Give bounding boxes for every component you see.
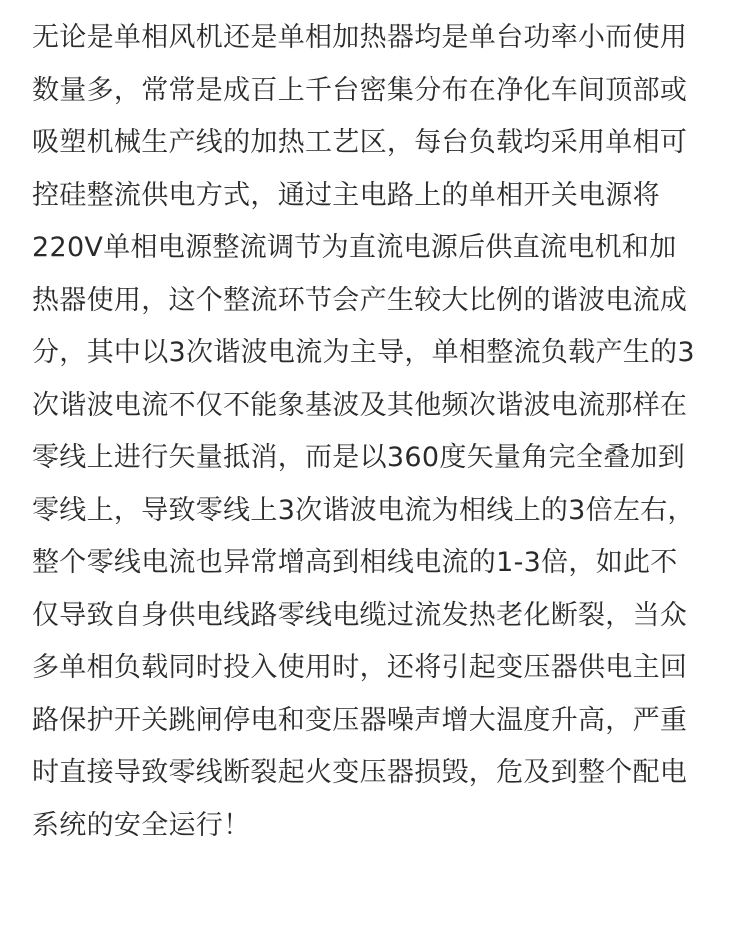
text-line-12: 仅导致自身供电线路零线电缆过流发热老化断裂，当众 (32, 599, 688, 631)
text-line-11: 整个零线电流也异常增高到相线电流的1-3倍，如此不 (32, 547, 678, 578)
text-line-16: 系统的安全运行！ (32, 809, 251, 841)
text-line-1: 无论是单相风机还是单相加热器均是单台功率小而使用 (32, 22, 688, 53)
text-line-6: 热器使用，这个整流环节会产生较大比例的谐波电流成 (32, 284, 688, 316)
text-line-15: 时直接导致零线断裂起火变压器损毁，危及到整个配电 (32, 757, 688, 788)
text-line-10: 零线上，导致零线上3次谐波电流为相线上的3倍左右， (32, 494, 695, 526)
text-line-3: 吸塑机械生产线的加热工艺区，每台负载均采用单相可 (32, 127, 688, 158)
text-line-5: 220V单相电源整流调节为直流电源后供直流电机和加 (32, 232, 677, 263)
text-line-7: 分，其中以3次谐波电流为主导，单相整流负载产生的3 (32, 337, 695, 368)
text-line-4: 控硅整流供电方式，通过主电路上的单相开关电源将 (32, 179, 660, 211)
text-line-2: 数量多，常常是成百上千台密集分布在净化车间顶部或 (32, 74, 688, 106)
text-line-9: 零线上进行矢量抵消，而是以360度矢量角完全叠加到 (32, 442, 686, 473)
text-line-8: 次谐波电流不仅不能象基波及其他频次谐波电流那样在 (32, 389, 688, 421)
text-line-13: 多单相负载同时投入使用时，还将引起变压器供电主回 (32, 652, 688, 683)
body-paragraph (32, 12, 730, 852)
text-line-14: 路保护开关跳闸停电和变压器噪声增大温度升高，严重 (32, 704, 688, 736)
